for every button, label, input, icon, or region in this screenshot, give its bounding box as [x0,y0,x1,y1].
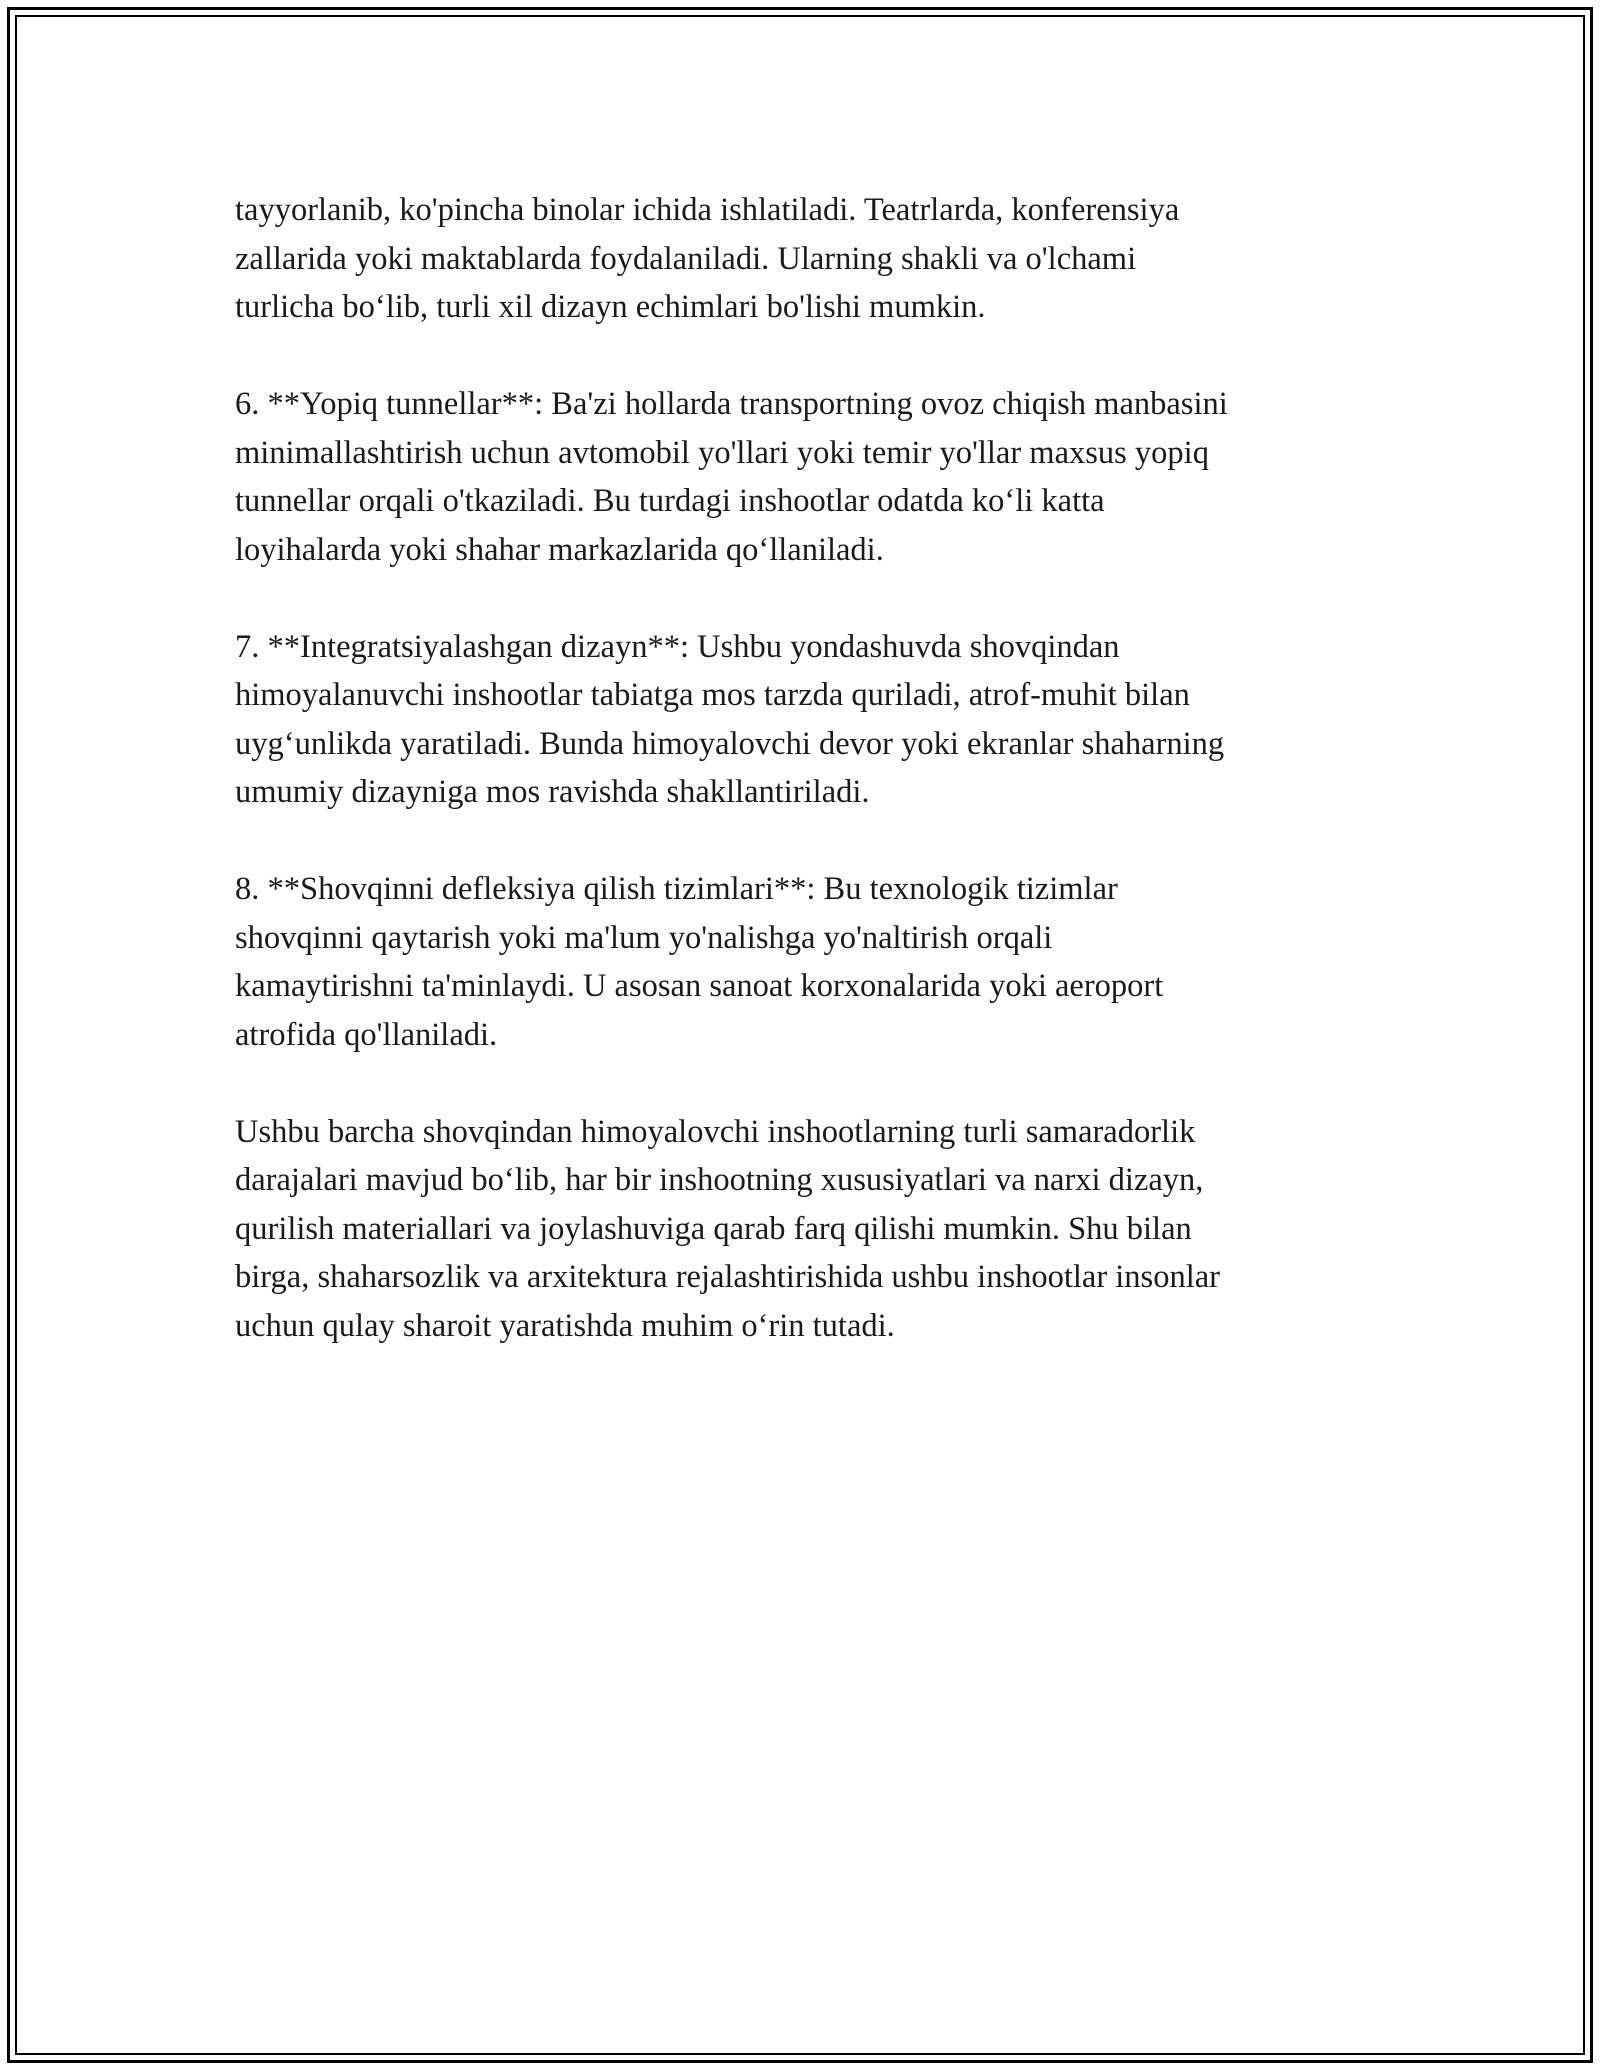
text-line: himoyalanuvchi inshootlar tabiatga mos tarzda quriladi, atrof-muhit bilan [235,677,1190,713]
text-line: shovqinni qaytarish yoki ma'lum yo'nalishga yo'naltirish orqali [235,919,1053,956]
text-line: minimallashtirish uchun avtomobil yo'llari yoki temir yo'llar maxsus yopiq [235,434,1209,471]
text-line: zallarida yoki maktablarda foydalaniladi. Ularning shakli va o'lchami [235,240,1137,277]
text-line: darajalari mavjud bo‘lib, har bir inshootning xususiyatlari va narxi dizayn, [235,1162,1204,1198]
text-line: 7. **Integratsiyalashgan dizayn**: Ushbu yondashuvda shovqindan [235,628,1120,665]
text-line: tunnellar orqali o'tkaziladi. Bu turdagi inshootlar odatda ko‘li katta [235,483,1105,519]
text-line: uyg‘unlikda yaratiladi. Bunda himoyalovchi devor yoki ekranlar shaharning [235,725,1225,762]
text-line: loyihalarda yoki shahar markazlarida qo‘llaniladi. [235,531,884,568]
text-line: 6. **Yopiq tunnellar**: Ba'zi hollarda transportning ovoz chiqish manbasini [235,386,1228,422]
text-line: birga, shaharsozlik va arxitektura rejalashtirishida ushbu inshootlar insonlar [235,1259,1220,1295]
text-line: umumiy dizayniga mos ravishda shakllantiriladi. [235,774,870,810]
text-line: tayyorlanib, ko'pincha binolar ichida ishlatiladi. Teatrlarda, konferensiya [235,192,1180,228]
text-line: turlicha bo‘lib, turli xil dizayn echimlari bo'lishi mumkin. [235,289,986,325]
text-line: Ushbu barcha shovqindan himoyalovchi inshootlarning turli samaradorlik [235,1113,1196,1150]
paragraph-continuation [235,186,1375,332]
text-line: kamaytirishni ta'minlaydi. U asosan sanoat korxonalarida yoki aeroport [235,968,1164,1004]
text-line: uchun qulay sharoit yaratishda muhim o‘rin tutadi. [235,1307,895,1344]
text-line: qurilish materiallari va joylashuviga qarab farq qilishi mumkin. Shu bilan [235,1210,1192,1247]
text-line: atrofida qo'llaniladi. [235,1016,498,1053]
paragraph-item-8 [235,865,1375,1059]
text-line: 8. **Shovqinni defleksiya qilish tizimlari**: Bu texnologik tizimlar [235,871,1118,907]
paragraph-item-6 [235,380,1375,574]
paragraph-item-7 [235,623,1375,817]
document-body [235,186,1375,1399]
paragraph-conclusion [235,1108,1375,1351]
